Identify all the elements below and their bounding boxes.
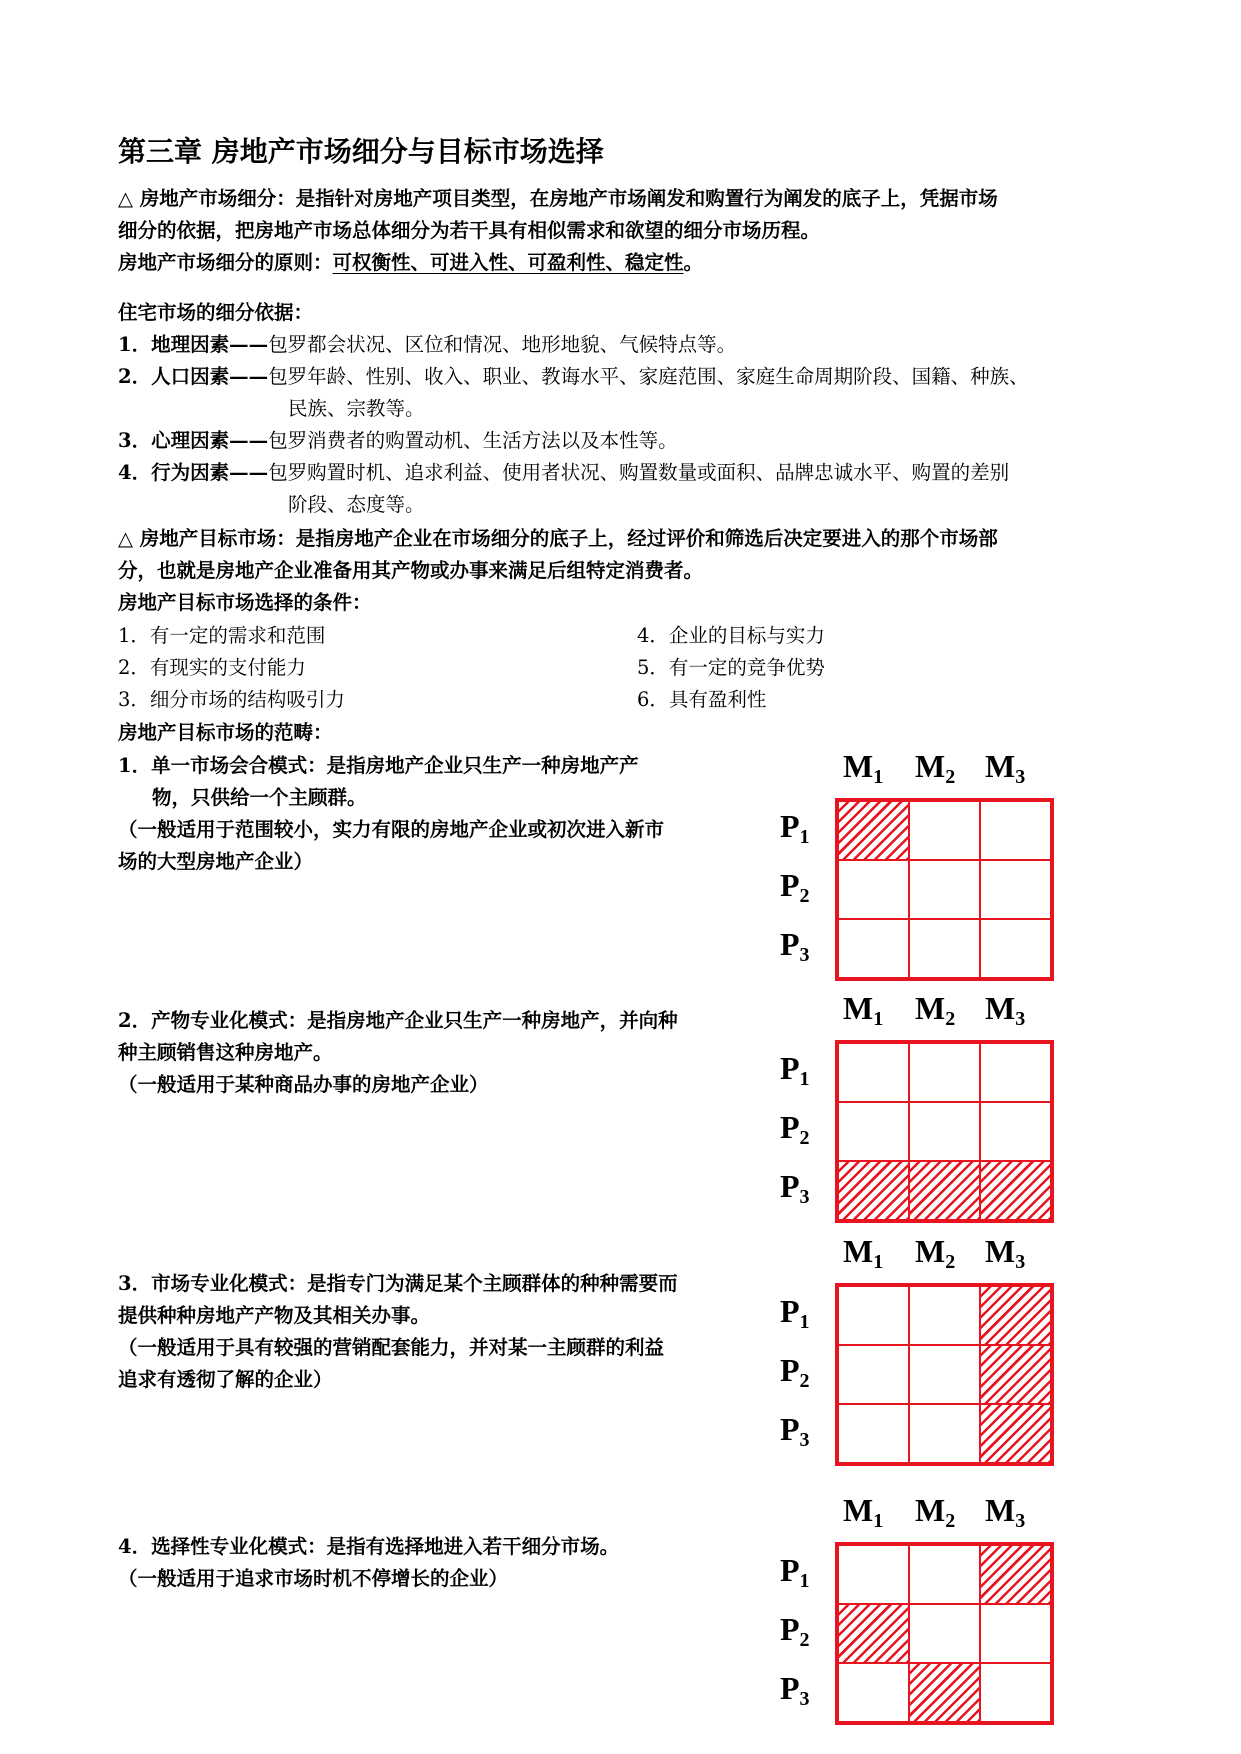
- basis-item-geographic: [118, 329, 736, 361]
- market-col-label: $M_3$: [985, 1492, 1026, 1532]
- matrix-mode2: [780, 992, 1080, 1232]
- segment-cell: [909, 1345, 980, 1404]
- product-row-label: $P_3$: [780, 1411, 810, 1451]
- segment-cell: [909, 919, 980, 978]
- segment-cell: [909, 1286, 980, 1345]
- basis-item-demographic: [118, 361, 1029, 393]
- segment-cell: [838, 860, 909, 919]
- condition-item: 4．企业的目标与实力: [637, 624, 825, 647]
- segment-cell: [838, 1043, 909, 1102]
- basis-text: 包罗都会状况、区位和情况、地形地貌、气候特点等。: [268, 333, 737, 356]
- segment-cell: [980, 1604, 1051, 1663]
- selected-segment-cell: [838, 801, 909, 860]
- segment-cell: [909, 1102, 980, 1161]
- mode3-note-line2: 追求有透彻了解的企业）: [118, 1368, 333, 1391]
- mode4-note: （一般适用于追求市场时机不停增长的企业）: [118, 1567, 509, 1590]
- segmentation-principles: [118, 247, 703, 279]
- selected-segment-cell: [980, 1161, 1051, 1220]
- basis-label: 3．心理因素——: [118, 429, 269, 452]
- segment-cell: [838, 1663, 909, 1722]
- segmentation-definition-line2: 细分的依据，把房地产市场总体细分为若干具有相似需求和欲望的细分市场历程。: [118, 219, 821, 242]
- product-row-label: $P_1$: [780, 1293, 810, 1333]
- basis-item-behavioral: [118, 457, 1009, 489]
- basis-label: 2．人口因素——: [118, 365, 269, 388]
- conditions-heading: 房地产目标市场选择的条件：: [118, 591, 372, 614]
- segment-cell: [909, 1043, 980, 1102]
- segment-cell: [909, 1545, 980, 1604]
- segment-cell: [980, 1102, 1051, 1161]
- market-col-label: $M_2$: [915, 990, 956, 1030]
- basis-label: 4．行为因素——: [118, 461, 269, 484]
- selected-segment-cell: [980, 1545, 1051, 1604]
- product-row-label: $P_1$: [780, 1050, 810, 1090]
- segment-cell: [909, 860, 980, 919]
- scope-heading: 房地产目标市场的范畴：: [118, 721, 333, 744]
- selected-segment-cell: [980, 1404, 1051, 1463]
- basis-text: 包罗消费者的购置动机、生活方法以及本性等。: [268, 429, 678, 452]
- market-col-label: $M_3$: [985, 748, 1026, 788]
- segment-cell: [980, 919, 1051, 978]
- selected-segment-cell: [909, 1161, 980, 1220]
- product-row-label: $P_2$: [780, 867, 810, 907]
- selected-segment-cell: [980, 1345, 1051, 1404]
- mode3-line1: 3．市场专业化模式：是指专门为满足某个主顾群体的种种需要而: [118, 1272, 678, 1295]
- product-row-label: $P_2$: [780, 1611, 810, 1651]
- segment-cell: [838, 919, 909, 978]
- principle-values: 可权衡性、可进入性、可盈利性、稳定性: [332, 251, 684, 274]
- product-row-label: $P_1$: [780, 808, 810, 848]
- mode3-note-line1: （一般适用于具有较强的营销配套能力，并对某一主顾群的利益: [118, 1336, 665, 1359]
- segment-cell: [838, 1545, 909, 1604]
- segment-cell: [909, 1604, 980, 1663]
- matrix-mode1: [780, 750, 1080, 990]
- market-col-label: $M_3$: [985, 990, 1026, 1030]
- segment-cell: [980, 1043, 1051, 1102]
- condition-item: 1．有一定的需求和范围: [118, 624, 326, 647]
- market-col-label: $M_1$: [843, 748, 884, 788]
- mode1-line2: 物，只供给一个主顾群。: [152, 786, 367, 809]
- market-col-label: $M_2$: [915, 748, 956, 788]
- matrix-mode3: [780, 1235, 1080, 1475]
- product-row-label: $P_3$: [780, 1168, 810, 1208]
- basis-item-behavioral-cont: 阶段、态度等。: [288, 493, 425, 516]
- page-title: 第三章 房地产市场细分与目标市场选择: [118, 135, 604, 168]
- principle-label: 房地产市场细分的原则：: [118, 251, 333, 274]
- selected-segment-cell: [909, 1663, 980, 1722]
- matrix-mode4: [780, 1494, 1080, 1734]
- product-row-label: $P_3$: [780, 926, 810, 966]
- segment-cell: [909, 1404, 980, 1463]
- segment-cell: [838, 1102, 909, 1161]
- target-market-definition-line2: 分，也就是房地产企业准备用其产物或办事来满足后组特定消费者。: [118, 559, 704, 582]
- segment-cell: [980, 860, 1051, 919]
- mode3-line2: 提供种种房地产产物及其相关办事。: [118, 1304, 431, 1327]
- mode1-line1: 1．单一市场会合模式：是指房地产企业只生产一种房地产产: [118, 754, 639, 777]
- segment-cell: [980, 801, 1051, 860]
- segmentation-definition-line1: △ 房地产市场细分：是指针对房地产项目类型，在房地产市场阐发和购置行为阐发的底子上，凭据市场: [118, 187, 998, 210]
- market-col-label: $M_1$: [843, 990, 884, 1030]
- segment-cell: [980, 1663, 1051, 1722]
- basis-label: 1．地理因素——: [118, 333, 269, 356]
- condition-item: 2．有现实的支付能力: [118, 656, 306, 679]
- condition-item: 6．具有盈利性: [637, 688, 767, 711]
- segment-grid: [835, 798, 1054, 981]
- mode1-note-line2: 场的大型房地产企业）: [118, 850, 314, 873]
- market-col-label: $M_3$: [985, 1233, 1026, 1273]
- product-row-label: $P_2$: [780, 1109, 810, 1149]
- selected-segment-cell: [838, 1604, 909, 1663]
- segment-grid: [835, 1283, 1054, 1466]
- segment-cell: [838, 1286, 909, 1345]
- basis-text: 包罗购置时机、追求利益、使用者状况、购置数量或面积、品牌忠诚水平、购置的差别: [268, 461, 1010, 484]
- mode2-note: （一般适用于某种商品办事的房地产企业）: [118, 1073, 489, 1096]
- condition-item: 5．有一定的竞争优势: [637, 656, 825, 679]
- selected-segment-cell: [838, 1161, 909, 1220]
- segment-grid: [835, 1542, 1054, 1725]
- market-col-label: $M_1$: [843, 1233, 884, 1273]
- segment-cell: [838, 1345, 909, 1404]
- product-row-label: $P_1$: [780, 1552, 810, 1592]
- basis-item-demographic-cont: 民族、宗教等。: [288, 397, 425, 420]
- basis-text: 包罗年龄、性别、收入、职业、教诲水平、家庭范围、家庭生命周期阶段、国籍、种族、: [268, 365, 1029, 388]
- condition-item: 3．细分市场的结构吸引力: [118, 688, 345, 711]
- product-row-label: $P_2$: [780, 1352, 810, 1392]
- selected-segment-cell: [980, 1286, 1051, 1345]
- market-col-label: $M_1$: [843, 1492, 884, 1532]
- housing-basis-heading: 住宅市场的细分依据：: [118, 301, 314, 324]
- segment-cell: [838, 1404, 909, 1463]
- segment-cell: [909, 801, 980, 860]
- market-col-label: $M_2$: [915, 1233, 956, 1273]
- segment-grid: [835, 1040, 1054, 1223]
- mode4-line1: 4．选择性专业化模式：是指有选择地进入若干细分市场。: [118, 1535, 620, 1558]
- principle-suffix: 。: [683, 251, 704, 274]
- product-row-label: $P_3$: [780, 1670, 810, 1710]
- basis-item-psychological: [118, 425, 678, 457]
- mode2-line1: 2．产物专业化模式：是指房地产企业只生产一种房地产，并向种: [118, 1009, 678, 1032]
- target-market-definition-line1: △ 房地产目标市场：是指房地产企业在市场细分的底子上，经过评价和筛选后决定要进入的那个市场部: [118, 527, 998, 550]
- mode1-note-line1: （一般适用于范围较小，实力有限的房地产企业或初次进入新市: [118, 818, 665, 841]
- market-col-label: $M_2$: [915, 1492, 956, 1532]
- mode2-line2: 种主顾销售这种房地产。: [118, 1041, 333, 1064]
